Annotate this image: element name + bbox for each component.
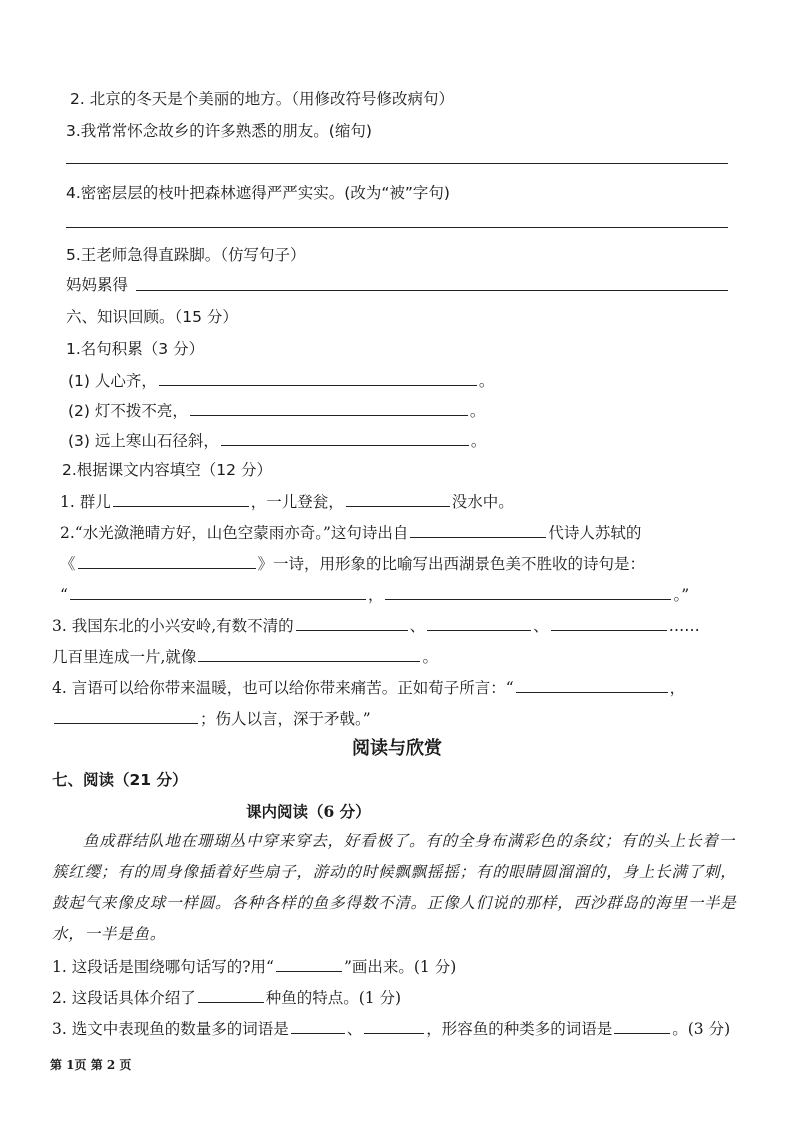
fill-question-4-end: ；伤人以言，深于矛戟。” [200,710,371,728]
fill-blank[interactable] [198,986,264,1003]
reading-question-1-text: 1. 这段话是围绕哪句话写的?用“ [52,958,274,976]
answer-line[interactable] [66,227,728,228]
fill-question-1-end: 没水中。 [451,493,514,511]
reading-question-3-mid: ，形容鱼的种类多的词语是 [426,1020,613,1038]
fill-blank[interactable] [276,955,342,972]
fill-blank[interactable] [159,369,477,386]
separator: 、 [533,617,549,635]
ellipsis: …… [668,617,700,635]
fill-question-2-desc: 》一诗，用形象的比喻写出西湖景色美不胜收的诗句是： [257,555,646,573]
fill-question-1-mid: ，一儿登瓮， [250,493,344,511]
question-5-3: 3.我常常怀念故乡的许多熟悉的朋友。(缩句) [66,122,372,140]
section-6-heading: 六、知识回顾。（15 分） [66,308,238,326]
reading-question-3-text: 3. 选文中表现鱼的数量多的词语是 [52,1020,289,1038]
reading-section-title: 阅读与欣赏 [352,738,442,759]
fill-question-2-text: 2.“水光潋滟晴方好，山色空蒙雨亦奇。”这句诗出自 [60,524,409,542]
fill-question-3-like: 几百里连成一片,就像 [52,648,197,666]
fill-blank[interactable] [551,614,667,631]
fill-question-2-open: 《 [60,555,76,573]
fill-question-4-line2 [52,707,371,730]
question-5-2: 2. 北京的冬天是个美丽的地方。（用修改符号修改病句） [70,90,454,108]
fill-question-2-line3 [60,583,689,606]
fill-question-2 [60,521,641,544]
fill-question-3 [52,614,700,637]
fill-blank[interactable] [614,1017,670,1034]
fill-blank[interactable] [516,676,668,693]
fill-blank[interactable] [198,645,420,662]
fill-blank[interactable] [410,521,546,538]
fill-blank[interactable] [364,1017,424,1034]
reading-passage: 鱼成群结队地在珊瑚丛中穿来穿去，好看极了。有的全身布满彩色的条纹；有的头上长着一簇红缨；有的周身像插着好些扇子，游动的时候飘飘摇摇；有的眼睛圆溜溜的，身上长满了刺，鼓起气来像皮球一样圆。各种各样的鱼多得数不清。正像人们说的那样，西沙群岛的海里一半是水，一半是鱼。 [52,832,737,943]
fill-question-3-end: 。 [422,648,438,666]
question-5-5: 5.王老师急得直跺脚。（仿写句子） [66,246,306,264]
quote-item-3 [68,429,486,452]
fill-question-2-quote-open: “ [60,586,68,604]
separator: 、 [346,1020,363,1038]
reading-question-1-end: ”画出来。(1 分) [343,958,457,976]
fill-blank[interactable] [346,490,450,507]
reading-question-2-end: 种鱼的特点。(1 分) [265,989,402,1007]
fill-question-4-text: 4. 言语可以给你带来温暖，也可以给你带来痛苦。正如荀子所言：“ [52,679,514,697]
quote-item-2 [68,399,485,422]
reading-question-2 [52,986,401,1009]
quote-item-2-end: 。 [469,402,486,420]
section-6-part2-title: 2.根据课文内容填空（12 分） [62,461,272,479]
quote-item-1 [68,369,494,392]
quote-item-3-text: (3) 远上寒山石径斜， [68,432,219,450]
fill-blank[interactable] [78,552,256,569]
quote-item-1-text: (1) 人心齐， [68,372,157,390]
fill-question-1 [60,490,514,513]
question-5-4: 4.密密层层的枝叶把森林遮得严严实实。(改为“被”字句) [66,184,450,202]
section-7-heading: 七、阅读（21 分） [52,771,188,789]
reading-question-3-end: 。(3 分) [672,1020,731,1038]
fill-blank[interactable] [221,429,469,446]
question-5-5-prompt: 妈妈累得 [66,276,129,294]
reading-question-1 [52,955,456,978]
fill-question-2-quote-close: 。” [673,586,690,604]
reading-question-2-text: 2. 这段话具体介绍了 [52,989,196,1007]
quote-item-1-end: 。 [478,372,495,390]
quote-item-2-text: (2) 灯不拨不亮， [68,402,188,420]
fill-blank[interactable] [427,614,531,631]
answer-line[interactable] [136,290,728,291]
answer-line[interactable] [66,163,728,164]
fill-blank[interactable] [70,583,366,600]
fill-question-4-comma: ， [669,679,686,697]
fill-blank[interactable] [291,1017,345,1034]
fill-question-3-text: 3. 我国东北的小兴安岭,有数不清的 [52,617,294,635]
fill-question-1-text: 1. 群儿 [60,493,111,511]
fill-question-3-line2 [52,645,438,668]
in-class-reading-title: 课内阅读（6 分） [246,802,371,821]
fill-blank[interactable] [54,707,198,724]
fill-question-2-mid: 代诗人苏轼的 [548,524,642,542]
fill-question-2-comma: ， [367,586,384,604]
fill-blank[interactable] [296,614,408,631]
fill-blank[interactable] [385,583,671,600]
page-footer: 第 1页 第 2 页 [50,1058,132,1072]
quote-item-3-end: 。 [470,432,487,450]
fill-question-4 [52,676,685,699]
separator: 、 [409,617,426,635]
fill-question-2-line2 [60,552,645,575]
reading-question-3 [52,1017,730,1040]
section-6-part1-title: 1.名句积累（3 分） [66,340,205,358]
fill-blank[interactable] [113,490,249,507]
fill-blank[interactable] [190,399,468,416]
